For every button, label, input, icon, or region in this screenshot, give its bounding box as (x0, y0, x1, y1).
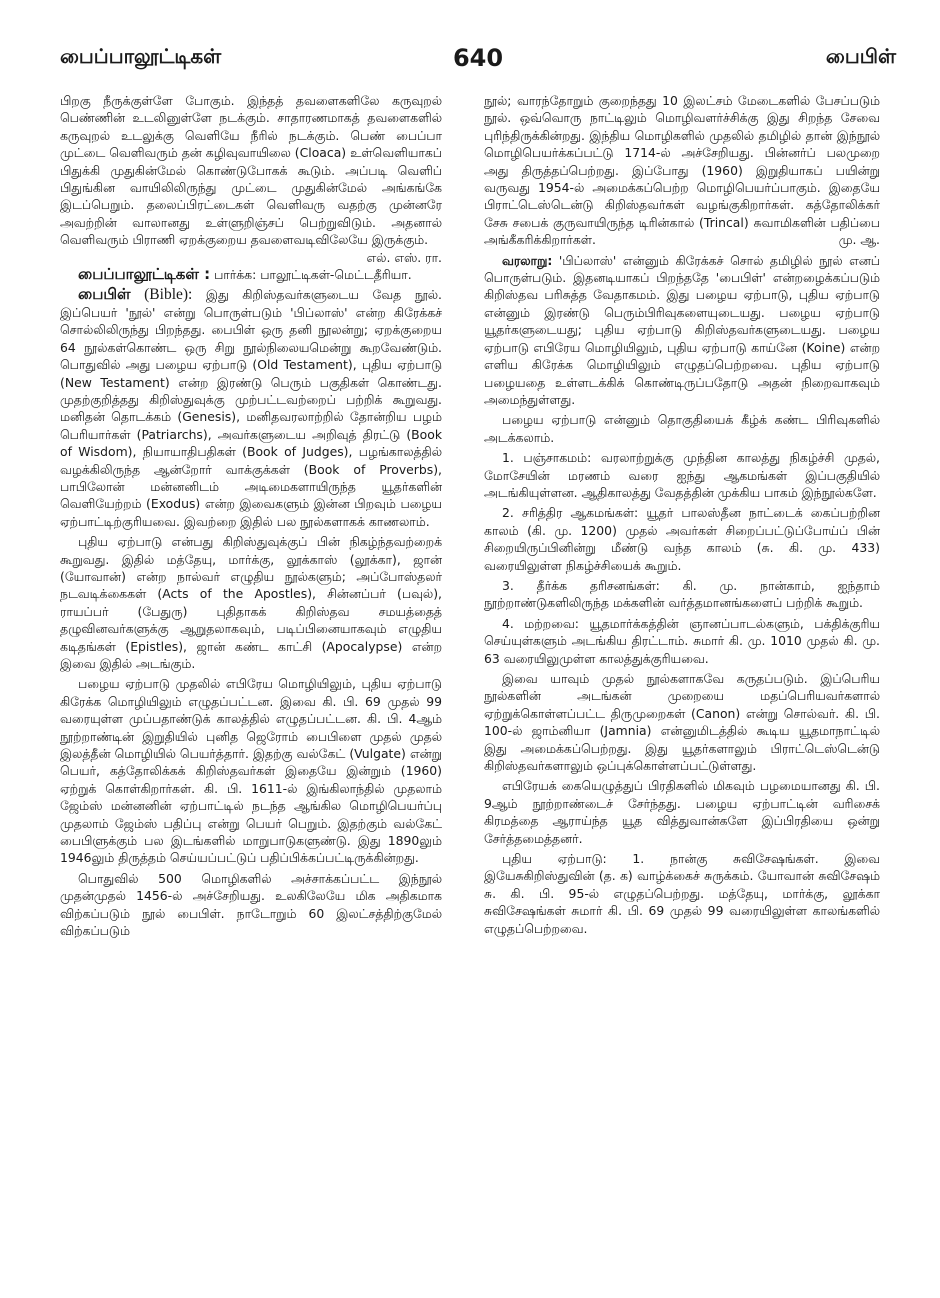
page-number: 640 (452, 44, 504, 72)
entry-latin: (Bible): (144, 286, 193, 304)
right-column (484, 92, 880, 940)
author-initials: மு. ஆ. (838, 232, 880, 248)
paragraph: பொதுவில் 500 மொழிகளில் அச்சாக்கப்பட்ட இந்நூல் முதன்முதல் 1456-ல் அச்சேறியது. உலகிலேயே மிக அதிகமாக விற்கப்படும் நூல் பைபிள். நாடோறும் 60 இலட்சத்திற்குமேல் விற்கப்படும் (60, 870, 442, 939)
paragraph: இவை யாவும் முதல் நூல்களாகவே கருதப்படும். இப்பெரிய நூல்களின் அடங்கன் முறையை மதப்பெரியவர்களால் ஏற்றுக்கொள்ளப்பட்ட திருமுறைகள் (Canon) என்று சொல்வர். கி. பி. 100-ல் ஜாம்னியா (Jamnia) என்னுமிடத்தில் கூடிய யூதமாநாட்டில் இது அமைக்கப்பெற்றது. இது யூதர்களாலும் பிராட்டெஸ்டென்டு கிறிஸ்தவர்களாலும் ஒப்புக்கொள்ளப்பட்டுள்ளது. (484, 671, 880, 774)
paragraph: பைபிள் (Bible): இது கிறிஸ்தவர்களுடைய வேத நூல். இப்பெயர் 'நூல்' என்று பொருள்படும் 'பிப்லாஸ்' என்ற கிரேக்கச் சொல்லிலிருந்து பிறந்தது. பைபிள் ஒரு தனி நூலன்று; ஏறக்குறைய 64 நூல்கள்கொண்ட ஒரு சிறு நூல்நிலையமென்று கூறவேண்டும். பொதுவில் அது பழைய ஏற்பாடு (Old Testament), புதிய ஏற்பாடு (New Testament) என்ற இரண்டு பெரும் பகுதிகள் கொண்டது. முதற்குறித்தது கிறிஸ்துவுக்கு முற்பட்டவற்றைப் பற்றிக் கூறுவது. மனிதன் தொடக்கம் (Genesis), மனிதவரலாற்றில் தோன்றிய பழம் பெரியார்கள் (Patriarchs), அவர்களுடைய அறிவுத் திரட்டு (Book of Wisdom), நியாயாதிபதிகள் (Book of Judges), பழங்காலத்தில் வழக்கிலிருந்த ஆன்றோர் வாக்குக்கள் (Book of Proverbs), பாபிலோன் மன்னனிடம் அடிமைகளாயிருந்த யூதர்களின் வெளியேற்றம் (Exodus) என்ற இவைகளும் இன்ன பிறவும் பழைய ஏற்பாட்டிற்குரியவை. இவற்றை இதில் பல நூல்களாகக் காணலாம். (60, 285, 442, 529)
entry-headword: பைப்பாலூட்டிகள் : (78, 265, 211, 284)
left-column (60, 92, 442, 943)
section-label: வரலாறு: (502, 252, 553, 268)
paragraph: பிறகு நீருக்குள்ளே போகும். இந்தத் தவளைகளிலே கருவுறல் பெண்ணின் உடலினுள்ளே நடக்கும். சாதாரணமாகத் தவளைகளில் கருவுறல் உடலுக்கு வெளியே நீரில் நடக்கும். பெண் பைப்பா முட்டை வெளிவரும் தன் கழிவுவாயிலை (Cloaca) உள்வெளியாகப் பிதுக்கி முதுகின்மேல் கொண்டுபோகக் கூடும். அப்படி வெளிப் பிதுங்கின வாயிலிலிருந்து முட்டை முதுகின்மேல் அங்கங்கே இடப்பெறும். தலைப்பிரட்டைகள் வெளிவரு வதற்கு முன்னரே அவற்றின் வாலானது உள்ளுறிஞ்சப் பெற்றுவிடும். அதனால் வெளிவரும் பிராணி ஏறக்குறைய தவளைவடிவிலேயே இருக்கும். எல். எஸ். ரா. (60, 93, 442, 265)
list-item: 2. சரித்திர ஆகமங்கள்: யூதர் பாலஸ்தீன நாட்டைக் கைப்பற்றின காலம் (கி. மு. 1200) முதல் அவர்கள் சிறைப்பட்டுப்போய்ப் பின் சிறையிருப்பினின்று மீண்டு வந்த காலம் (சு. கி. மு. 433) வரையிலுள்ள நிகழ்ச்சியைக் கூறும். (484, 505, 880, 573)
list-item: 4. மற்றவை: யூதமார்க்கத்தின் ஞானப்பாடல்களும், பக்திக்குரிய செய்யுள்களும் அடங்கிய திரட்டாம். சுமார் கி. மு. 1010 முதல் கி. மு. 63 வரையிலுமுள்ள காலத்துக்குரியவை. (484, 615, 880, 666)
running-head-left: பைப்பாலூட்டிகள் (60, 44, 222, 68)
list-item: 1. பஞ்சாகமம்: வரலாற்றுக்கு முந்தின காலத்து நிகழ்ச்சி முதல், மோசேயின் மரணம் வரை ஐந்து ஆகமங்கள் இப்பகுதியில் அடங்கியுள்ளன. ஆதிகாலத்து வேதத்தின் முக்கிய பாகம் இந்நூல்களே. (484, 450, 880, 500)
paragraph: வரலாறு: 'பிப்லாஸ்' என்னும் கிரேக்கச் சொல் தமிழில் நூல் எனப் பொருள்படும். இதனடியாகப் பிறந்ததே 'பைபிள்' என்றழைக்கப்படும் கிறிஸ்தவ பரிசுத்த வேதாகமம். இது பழைய ஏற்பாடு, புதிய ஏற்பாடு என்னும் இரண்டு பெரும்பிரிவுகளையுடையது. பழைய ஏற்பாடு யூதர்களுடையது; புதிய ஏற்பாடு கிறிஸ்தவர்களுடையது. பழைய ஏற்பாடு எபிரேய மொழியிலும், புதிய ஏற்பாடு காய்னே (Koine) என்ற எளிய கிரேக்க மொழியிலும் எழுதப்பெற்றவை. புதிய ஏற்பாடு பழையதை உள்ளடக்கிக் கொண்டிருப்பதோடு அதன் நிறைவாகவும் அமைந்துள்ளது. (484, 252, 880, 407)
paragraph: நூல்; வாரந்தோறும் குறைந்தது 10 இலட்சம் மேடைகளில் பேசப்படும் நூல். ஒவ்வொரு நாட்டிலும் மொழிவளர்ச்சிக்கு இது சிறந்த சேவை புரிந்திருக்கின்றது. இந்திய மொழிகளில் முதலில் தமிழில் தான் இந்நூல் மொழிபெயர்க்கப்பட்டு 1714-ல் அச்சேறியது. பின்னர்ப் பலமுறை அது திருத்தப்பெற்றது. இப்போது (1960) இறுதியாகப் பயின்று வருவது 1954-ல் அமைக்கப்பெற்ற மொழிபெயர்ப்பாகும். இதையே பிராட்டெஸ்டென்டு கிறிஸ்தவர்கள் வழங்குகிறார்கள். கத்தோலிக்கர் சேசு சபைக் குருவாயிருந்த டிரின்கால் (Trincal) சுவாமிகளின் பதிப்பை அங்கீகரிக்கிறார்கள். மு. ஆ. (484, 93, 880, 248)
paragraph: பழைய ஏற்பாடு முதலில் எபிரேய மொழியிலும், புதிய ஏற்பாடு கிரேக்க மொழியிலும் எழுதப்பட்டன. இவை கி. பி. 69 முதல் 99 வரையுள்ள முப்பதாண்டுக் காலத்தில் எழுதப்பட்டன. கி. பி. 4ஆம் நூற்றாண்டின் இறுதியில் புனித ஜெரோம் பைபிளை முதல் முதல் இலத்தீன் மொழியில் பெயர்த்தார். இதற்கு வல்கேட் (Vulgate) என்று பெயர், கத்தோலிக்கக் கிறிஸ்தவர்கள் இதையே இன்றும் (1960) ஏற்றுக் கொள்கிறார்கள். கி. பி. 1611-ல் இங்கிலாந்தில் முதலாம் ஜேம்ஸ் மன்னனின் ஏற்பாட்டில் நடந்த ஆங்கில மொழிபெயர்ப்பு முதலாம் ஜேம்ஸ் பதிப்பு என்று பெயர் பெறும். இதற்கும் வல்கேட் பைபிளுக்கும் பல இடங்களில் மாறுபாடுகளுண்டு. இது 1890லும் 1946லும் திருத்தம் செய்யப்பட்டுப் பதிப்பிக்கப்பட்டிருக்கின்றது. (60, 676, 442, 866)
cross-reference: பைப்பாலூட்டிகள் : பார்க்க: பாலூட்டிகள்-மெட்டதீரியா. (78, 265, 412, 284)
paragraph: புதிய ஏற்பாடு: 1. நான்கு சுவிசேஷங்கள். இவை இயேசுகிறிஸ்துவின் (த. க) வாழ்க்கைச் சுருக்கம். யோவான் சுவிசேஷம் சு. கி. பி. 95-ல் எழுதப்பெற்றது. மத்தேயு, மார்க்கு, லூக்கா சுவிசேஷங்கள் சுமார் கி. பி. 69 முதல் 99 வரையிலுள்ள காலங்களில் எழுதப்பெற்றவை. (484, 851, 880, 936)
paragraph: புதிய ஏற்பாடு என்பது கிறிஸ்துவுக்குப் பின் நிகழ்ந்தவற்றைக் கூறுவது. இதில் மத்தேயு, மார்க்கு, லூக்காஸ் (லூக்கா), ஜான் (யோவான்) என்ற நால்வர் எழுதிய நூல்களும்; அப்போஸ்தலர் நடவடிக்கைகள் (Acts of the Apostles), சின்னப்பர் (பவுல்), ராயப்பர் (பேதுரு) புதிதாகக் கிறிஸ்தவ சமயத்தைத் தழுவினவர்களுக்கு ஆறுதலாகவும், படிப்பினையாகவும் எழுதிய கடிதங்கள் (Epistles), ஜான் கண்ட காட்சி (Apocalypse) என்ற இவை இதில் அடங்கும். (60, 534, 442, 671)
running-head-right: பைபிள் (825, 44, 896, 68)
paragraph: பழைய ஏற்பாடு என்னும் தொகுதியைக் கீழ்க் கண்ட பிரிவுகளில் அடக்கலாம். (484, 412, 880, 445)
list-item: 3. தீர்க்க தரிசனங்கள்: கி. மு. நான்காம், ஐந்தாம் நூற்றாண்டுகளிலிருந்த மக்களின் வர்த்தமானங்களைப் பற்றிக் கூறும். (484, 577, 880, 611)
paragraph: எபிரேயக் கையெழுத்துப் பிரதிகளில் மிகவும் பழமையானது கி. பி. 9ஆம் நூற்றாண்டைச் சேர்ந்தது. பழைய ஏற்பாட்டின் வரிசைக் கிரமத்தை ஆராய்ந்த யூத வித்துவான்களே இப்பிரதியை ஒன்று சேர்த்தமைத்தனர். (484, 778, 880, 846)
author-initials: எல். எஸ். ரா. (366, 249, 442, 265)
page-header (60, 44, 896, 80)
entry-headword: பைபிள் (78, 285, 131, 304)
